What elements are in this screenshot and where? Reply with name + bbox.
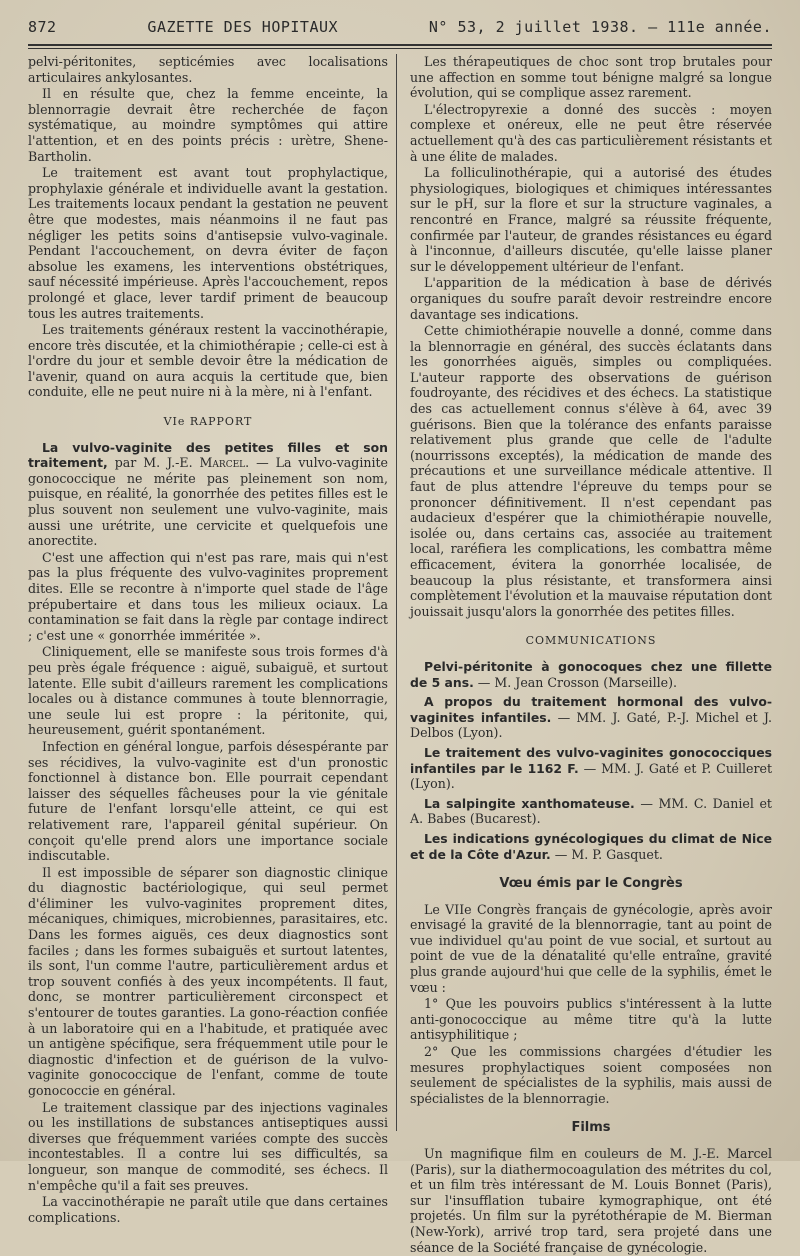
communication-title: Le traitement des vulvo-vaginites gonococciques infantiles par le 1162 F. [410, 744, 772, 776]
communication-title: Pelvi-péritonite à gonocoques chez une fillette de 5 ans. [410, 658, 772, 690]
paragraph: Il est impossible de séparer son diagnostic clinique du diagnostic bactériologique, qui seul permet d'éliminer les vulvo-vaginites proprement dites, mécaniques, chimiques, microbiennes, parasitaires, etc. Dans les formes aiguës, ces deux diagnostics sont faciles ; dans les formes subaiguës et surtout latentes, ils sont, l'un comme l'autre, particulièrement ardus et trop souvent confiés à des yeux incompétents. Il faut, donc, se montrer particulièrement circonspect et s'entourer de toutes garanties. La gono-réaction confiée à un laboratoire qui en a l'habitude, et pratiquée avec un antigène spécifique, sera fréquemment utile pour le diagnostic d'infection et de guérison de la vulvo-vaginite gonococcique de l'enfant, comme de toute gonococcie en général. [28, 864, 388, 1098]
paragraph: Le VIIe Congrès français de gynécologie, après avoir envisagé la gravité de la blennorragie, tant au point de vue individuel qu'au point de vue social, et surtout au point de vue de la dénatalité qu'elle entraîne, gravité plus grande aujourd'hui que celle de la syphilis, émet le vœu : [410, 901, 772, 995]
left-column [28, 54, 388, 1226]
paragraph: Infection en général longue, parfois désespérante par ses récidives, la vulvo-vaginite est d'un pronostic fonctionnel à distance bon. Elle pourrait cependant laisser des séquelles fâcheuses pour la vie génitale future de l'enfant lorsqu'elle atteint, ce qui est relativement rare, l'appareil génital supérieur. On conçoit qu'elle prend alors une importance sociale indiscutable. [28, 738, 388, 864]
report-intro [28, 440, 388, 549]
paragraph: Cette chimiothérapie nouvelle a donné, comme dans la blennorragie en général, des succès éclatants dans les gonorrhées aiguës, simples ou compliquées. L'auteur rapporte des observations de guérison foudroyante, des récidives et des échecs. La statistique des cas actuellement connus s'élève à 64, avec 39 guérisons. Bien que la tolérance des enfants paraisse relativement plus grande que celle de l'adulte (nourrissons exceptés), la médication de mande des précautions et une surveillance médicale attentive. Il faut de plus attendre l'épreuve du temps pour se prononcer définitivement. Il n'est cependant pas audacieux d'espérer que la chimiothérapie nouvelle, isolée ou, dans certains cas, associée au traitement local, raréfiera les complications, les combattra même efficacement, évitera la gonorrhée localisée, de beaucoup la plus résistante, et transformera ainsi complètement l'évolution et la mauvaise réputation dont jouissait jusqu'alors la gonorrhée des petites filles. [410, 323, 772, 619]
communication-item [410, 831, 772, 862]
paragraph: Le traitement est avant tout prophylactique, prophylaxie générale et individuelle avant la gestation. Les traitements locaux pendant la gestation ne peuvent être que modestes, mais néanmoins il ne faut pas négliger les petits soins d'antisepsie vulvo-vaginale. Pendant l'accouchement, on devra éviter de façon absolue les examens, les interventions obstétriques, sauf nécessité impérieuse. Après l'accouchement, repos prolongé et glace, lever tardif priment de beaucoup tous les autres traitements. [28, 165, 388, 321]
paragraph: La vaccinothérapie ne paraît utile que dans certaines complications. [28, 1194, 388, 1225]
journal-title: GAZETTE DES HOPITAUX [147, 18, 339, 36]
right-column [410, 54, 772, 1256]
paragraph: 2° Que les commissions chargées d'étudier les mesures prophylactiques soient composées non seulement de spécialistes de la syphilis, mais aussi de spécialistes de la blennorragie. [410, 1044, 772, 1106]
paragraph: Il en résulte que, chez la femme enceinte, la blennorragie devrait être recherchée de façon systématique, au moindre symptômes qui attire l'attention, et en des points précis : urètre, Shene-Bartholin. [28, 86, 388, 164]
paragraph: pelvi-péritonites, septicémies avec localisations articulaires ankylosantes. [28, 54, 388, 85]
paragraph: 1° Que les pouvoirs publics s'intéressent à la lutte anti-gonococcique au même titre qu'à la lutte antisyphilitique ; [410, 996, 772, 1043]
report-author: Marcel [199, 455, 246, 471]
paragraph: C'est une affection qui n'est pas rare, mais qui n'est pas la plus fréquente des vulvo-vaginites proprement dites. Elle se recontre à n'importe quel stade de l'âge prépubertaire et dans tous les milieux ociaux. La contamination se fait dans la règle par contage indirect ; c'est une « gonorrhée imméritée ». [28, 549, 388, 643]
paragraph: Le traitement classique par des injections vaginales ou les instillations de substances antiseptiques aussi diverses que fréquemment variées compte des succès incontestables. Il a contre lui ses difficultés, sa longueur, son manque de commodité, ses échecs. Il n'empêche qu'il a fait ses preuves. [28, 1099, 388, 1193]
section-title-rapport: VIe RAPPORT [163, 415, 253, 429]
paragraph: L'apparition de la médication à base de dérivés organiques du soufre paraît devoir restreindre encore davantage ses indications. [410, 275, 772, 322]
communication-author: — M. P. Gasquet. [550, 846, 663, 862]
communication-title: A propos du traitement hormonal des vulvo-vaginites infantiles. [410, 694, 772, 725]
communication-item [410, 659, 772, 690]
page-header [28, 12, 772, 42]
paragraph: Un magnifique film en couleurs de M. J.-E. Marcel (Paris), sur la diathermocoagulation des métrites du col, et un film très intéressant de M. Louis Bonnet (Paris), sur l'insufflation tubaire kymographique, ont été projetés. Un film sur la pyrétothérapie de M. Bierman (New-York), arrivé trop tard, sera projeté dans une séance de la Société française de gynécologie. [410, 1146, 772, 1255]
communication-author: — MM. C. Daniel et A. Babes (Bucarest). [410, 795, 772, 827]
communication-author: — MM. J. Gaté, P.-J. Michel et J. Delbos (Lyon). [410, 709, 772, 741]
communication-title: La salpingite xanthomateuse. [424, 795, 635, 811]
paragraph: Les thérapeutiques de choc sont trop brutales pour une affection en somme tout bénigne malgré sa longue évolution, qui se complique assez rarement. [410, 54, 772, 101]
communication-title: Les indications gynécologiques du climat de Nice et de la Côte d'Azur. [410, 830, 772, 862]
column-divider [396, 54, 397, 1131]
report-text: . — La vulvo-vaginite gonococcique ne mérite pas pleinement son nom, puisque, en réalité, la gonorrhée des petites filles est le plus souvent non seulement une vulvo-vaginite, mais aussi une urétrite, une cervicite et quelquefois une anorectite. [28, 455, 388, 549]
communication-item [410, 745, 772, 792]
communication-item [410, 796, 772, 827]
header-rule [28, 44, 772, 49]
paragraph: La folliculinothérapie, qui a autorisé des études physiologiques, biologiques et chimiques intéressantes sur le pH, sur la flore et sur la structure vaginales, a rencontré en France, malgré sa réussite fréquente, confirmée par l'auteur, de grandes résistances eu égard à l'inconnue, d'ailleurs discutée, qu'elle laisse planer sur le développement ultérieur de l'enfant. [410, 165, 772, 274]
issue-info: N° 53, 2 juillet 1938. — 111e année. [428, 18, 772, 36]
communication-author: — MM. J. Gaté et P. Cuilleret (Lyon). [410, 760, 772, 792]
communication-item [410, 694, 772, 741]
report-title: La vulvo-vaginite des petites filles et son traitement, [28, 439, 388, 471]
paragraph: Les traitements généraux restent la vaccinothérapie, encore très discutée, et la chimiothérapie ; celle-ci est à l'ordre du jour et semble devoir être la médication de l'avenir, quand on aura acquis la certitude que, bien conduite, elle ne peut nuire ni à la mère, ni à l'enfant. [28, 322, 388, 400]
communication-author: — M. Jean Crosson (Marseille). [473, 674, 677, 690]
paragraph: Cliniquement, elle se manifeste sous trois formes d'à peu près égale fréquence : aiguë, subaiguë, et surtout latente. Elle subit d'ailleurs rarement les complications locales ou à distance communes à toute blennorragie, une seule lui est propre : la péritonite, qui, heureusement, guérit spontanément. [28, 644, 388, 738]
report-par: par M. J.-E. [107, 455, 200, 471]
section-title-communications: COMMUNICATIONS [525, 634, 657, 648]
page-number: 872 [28, 18, 57, 36]
paragraph: L'électropyrexie a donné des succès : moyen complexe et onéreux, elle ne peut être réservée actuellement qu'à des cas particulièrement résistants et à une élite de malades. [410, 101, 772, 164]
section-title-films: Films [571, 1120, 611, 1136]
section-title-voeu: Vœu émis par le Congrès [499, 876, 683, 892]
